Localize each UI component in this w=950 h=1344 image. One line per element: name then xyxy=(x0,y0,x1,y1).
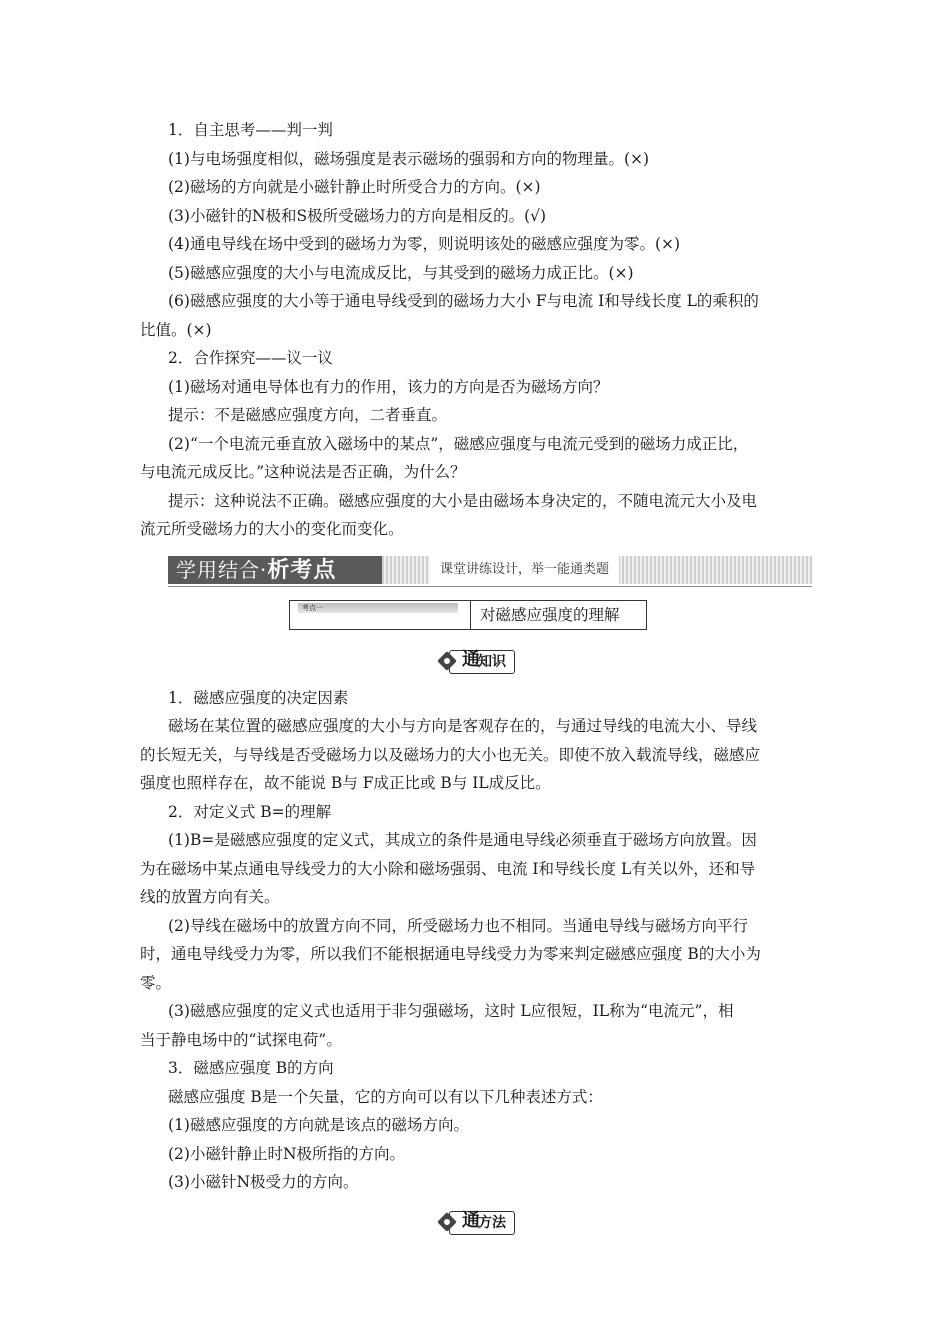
badge-method-label: 方法 xyxy=(478,1214,506,1231)
diamond-icon xyxy=(437,651,457,671)
discuss-answer-2-line-1: 提示：这种说法不正确。磁感应强度的大小是由磁场本身决定的，不随电流元大小及电 xyxy=(168,491,758,510)
discuss-question-2-line-2: 与电流元成反比。”这种说法是否正确，为什么？ xyxy=(140,463,466,481)
judgement-item-1: (1)与电场强度相似，磁场强度是表示磁场的强弱和方向的物理量。(×) xyxy=(168,149,650,168)
banner-subtitle: 课堂讲练设计，举一能通类题 xyxy=(430,556,619,584)
section-title-discuss: 2．合作探究——议一议 xyxy=(168,349,333,367)
knowledge-1-line-2: 的长短无关，与导线是否受磁场力以及磁场力的大小也无关。即使不放入载流导线，磁感应 xyxy=(140,745,761,764)
kaodian-title: 对磁感应强度的理解 xyxy=(480,605,620,624)
discuss-question-1: (1)磁场对通电导体也有力的作用，该力的方向是否为磁场方向？ xyxy=(168,377,609,396)
knowledge-3-title: 3．磁感应强度 B的方向 xyxy=(168,1059,334,1077)
knowledge-2-p3-line-2: 当于静电场中的“试探电荷”。 xyxy=(140,1030,342,1049)
badge-method-big: 通 xyxy=(462,1209,480,1231)
badge-knowledge-frame xyxy=(449,650,515,674)
banner-heading-text: 学用结合· xyxy=(176,557,268,582)
knowledge-1-title: 1．磁感应强度的决定因素 xyxy=(168,688,349,707)
knowledge-1-line-1: 磁场在某位置的磁感应强度的大小与方向是客观存在的，与通过导线的电流大小、导线 xyxy=(168,717,758,735)
document-body xyxy=(140,116,812,1245)
discuss-answer-2-line-2: 流元所受磁场力的大小的变化而变化。 xyxy=(140,520,404,538)
banner-divider xyxy=(168,586,812,587)
badge-knowledge xyxy=(168,650,812,676)
knowledge-1-line-3: 强度也照样存在，故不能说 B与 F成正比或 B与 IL成反比。 xyxy=(140,774,551,792)
discuss-answer-1: 提示：不是磁感应强度方向，二者垂直。 xyxy=(168,406,448,424)
banner-heading xyxy=(168,556,382,584)
knowledge-2-title: 2．对定义式 B=的理解 xyxy=(168,802,332,821)
judgement-item-5: (5)磁感应强度的大小与电流成反比，与其受到的磁场力成正比。(×) xyxy=(168,263,634,282)
judgement-item-4: (4)通电导线在场中受到的磁场力为零，则说明该处的磁感应强度为零。(×) xyxy=(168,235,681,253)
section-banner xyxy=(168,556,812,588)
knowledge-3-intro: 磁感应强度 B是一个矢量，它的方向可以有以下几种表述方式： xyxy=(168,1087,603,1106)
knowledge-2-p2-line-3: 零。 xyxy=(140,973,172,992)
badge-knowledge-label: 知识 xyxy=(478,653,506,670)
judgement-item-6-line-2: 比值。(×) xyxy=(140,320,212,339)
knowledge-2-p1-line-1: (1)B=是磁感应强度的定义式，其成立的条件是通电导线必须垂直于磁场方向放置。因 xyxy=(168,831,757,849)
knowledge-3-item-2: (2)小磁针静止时N极所指的方向。 xyxy=(168,1144,406,1163)
section-title-self-think: 1．自主思考——判一判 xyxy=(168,121,333,139)
badge-method-frame xyxy=(449,1211,515,1235)
knowledge-3-item-1: (1)磁感应强度的方向就是该点的磁场方向。 xyxy=(168,1116,469,1134)
knowledge-3-item-3: (3)小磁针N极受力的方向。 xyxy=(168,1173,359,1191)
discuss-question-2-line-1: (2)“一个电流元垂直放入磁场中的某点”，磁感应强度与电流元受到的磁场力成正比， xyxy=(168,434,749,453)
badge-knowledge-big: 通 xyxy=(462,648,480,670)
judgement-item-3: (3)小磁针的N极和S极所受磁场力的方向是相反的。(√) xyxy=(168,206,547,225)
knowledge-2-p2-line-2: 时，通电导线受力为零，所以我们不能根据通电导线受力为零来判定磁感应强度 B的大小为 xyxy=(140,945,761,963)
diamond-icon xyxy=(437,1212,457,1232)
judgement-item-2: (2)磁场的方向就是小磁针静止时所受合力的方向。(×) xyxy=(168,178,541,196)
kaodian-tag: 考点一 xyxy=(298,603,458,613)
knowledge-2-p2-line-1: (2)导线在磁场中的放置方向不同，所受磁场力也不相同。当通电导线与磁场方向平行 xyxy=(168,916,748,935)
knowledge-2-p3-line-1: (3)磁感应强度的定义式也适用于非匀强磁场，这时 L应很短，IL称为“电流元”，相 xyxy=(168,1002,734,1020)
knowledge-2-p1-line-2: 为在磁场中某点通电导线受力的大小除和磁场强弱、电流 I和导线长度 L有关以外，还和导 xyxy=(140,859,756,878)
kaodian-divider xyxy=(470,601,471,629)
kaodian-box xyxy=(289,600,647,630)
knowledge-2-p1-line-3: 线的放置方向有关。 xyxy=(140,888,280,906)
banner-heading-bold: 析考点 xyxy=(267,557,337,583)
judgement-item-6-line-1: (6)磁感应强度的大小等于通电导线受到的磁场力大小 F与电流 I和导线长度 L的乘积的 xyxy=(168,292,759,310)
badge-method xyxy=(168,1211,812,1237)
